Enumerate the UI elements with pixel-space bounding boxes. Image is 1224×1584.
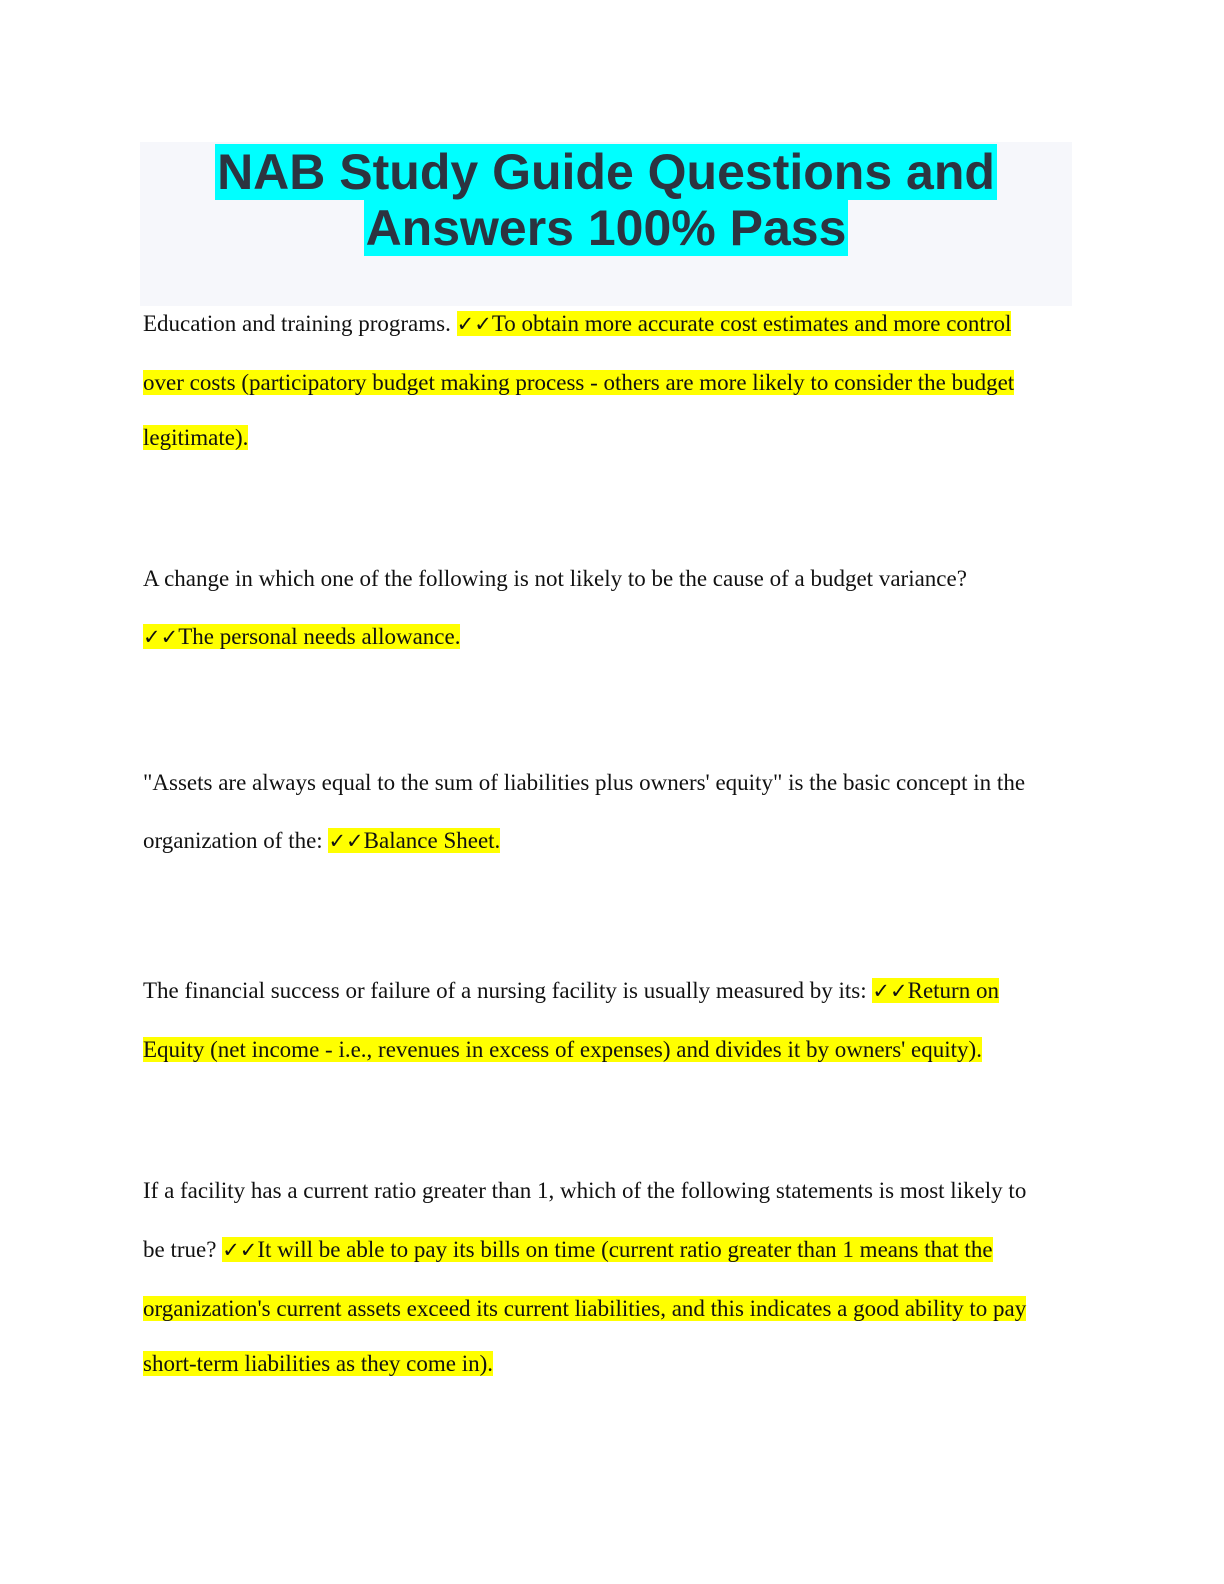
double-check-icon: ✓✓: [222, 1238, 258, 1262]
answer-text: over costs (participatory budget making process - others are more likely to consider the budget: [143, 370, 1015, 395]
answer-highlight: [222, 1237, 992, 1262]
qa-line: [143, 767, 1025, 799]
question-text: A change in which one of the following is not likely to be the cause of a budget variance?: [143, 566, 967, 591]
qa-line: [143, 308, 1011, 340]
document-title: [215, 144, 997, 256]
answer-text: legitimate).: [143, 425, 249, 450]
qa-line: [143, 825, 500, 857]
title-line-1: NAB Study Guide Questions and: [217, 144, 995, 200]
question-text: The financial success or failure of a nursing facility is usually measured by its:: [143, 978, 873, 1003]
question-text: be true?: [143, 1237, 223, 1262]
qa-line: [143, 975, 999, 1007]
title-block: [140, 142, 1072, 306]
qa-line: [143, 1293, 1026, 1325]
qa-line: [143, 563, 967, 595]
title-line-2: Answers 100% Pass: [365, 200, 847, 256]
qa-line: [143, 1348, 493, 1380]
answer-highlight: [872, 978, 999, 1003]
qa-line: [143, 367, 1014, 399]
question-text: Education and training programs.: [143, 311, 457, 336]
answer-text: To obtain more accurate cost estimates and more control: [491, 311, 1012, 336]
qa-line: [143, 422, 248, 454]
question-text: If a facility has a current ratio greater than 1, which of the following statements is most likely to: [143, 1178, 1027, 1203]
answer-highlight: [457, 311, 1012, 336]
double-check-icon: ✓✓: [328, 829, 364, 853]
question-text: organization of the:: [143, 828, 329, 853]
answer-text: organization's current assets exceed its current liabilities, and this indicates a good ability to pay: [143, 1296, 1027, 1321]
qa-line: [143, 1234, 993, 1266]
answer-highlight: [328, 828, 500, 853]
qa-line: [143, 621, 460, 653]
qa-line: [143, 1175, 1026, 1207]
double-check-icon: ✓✓: [872, 979, 908, 1003]
double-check-icon: ✓✓: [143, 625, 179, 649]
answer-highlight: [143, 624, 460, 649]
answer-text: Return on: [907, 978, 999, 1003]
answer-text: short-term liabilities as they come in).: [143, 1351, 494, 1376]
question-text: "Assets are always equal to the sum of liabilities plus owners' equity" is the basic concept in the: [143, 770, 1026, 795]
double-check-icon: ✓✓: [456, 312, 492, 336]
answer-text: It will be able to pay its bills on time (current ratio greater than 1 means that the: [257, 1237, 993, 1262]
answer-text: Equity (net income - i.e., revenues in excess of expenses) and divides it by owners' equity).: [143, 1037, 982, 1062]
qa-line: [143, 1034, 982, 1066]
answer-text: The personal needs allowance.: [178, 624, 461, 649]
answer-text: Balance Sheet.: [363, 828, 501, 853]
